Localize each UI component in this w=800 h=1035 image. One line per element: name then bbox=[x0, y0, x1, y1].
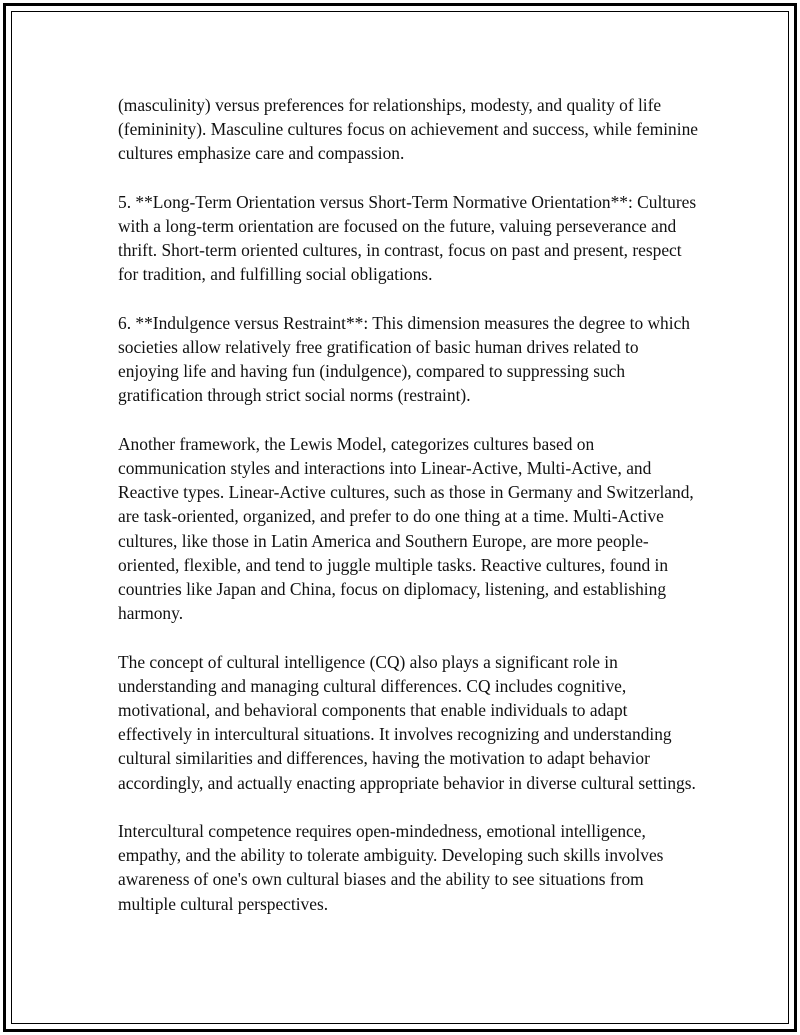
paragraph-femininity: (masculinity) versus preferences for relationships, modesty, and quality of life (femininity). Masculine cultures focus on achievement and success, while feminine cultures emphasize care and compassion. bbox=[118, 95, 698, 164]
paragraph-intercultural-competence: Intercultural competence requires open-mindedness, emotional intelligence, empathy, and the ability to tolerate ambiguity. Developing such skills involves awareness of one's own cultural biases and the ability to see situations from multiple cultural perspectives. bbox=[118, 821, 664, 914]
paragraph-lewis-model: Another framework, the Lewis Model, categorizes cultures based on communication styles and interactions into Linear-Active, Multi-Active, and Reactive types. Linear-Active cultures, such as those in Germany and Switzerland, are task-oriented, organized, and prefer to do one thing at a time. Multi-Active cultures, like those in Latin America and Southern Europe, are more people-oriented, flexible, and tend to juggle multiple tasks. Reactive cultures, found in countries like Japan and China, focus on diplomacy, listening, and establishing harmony. bbox=[118, 433, 694, 624]
paragraph-cultural-intelligence: The concept of cultural intelligence (CQ) also plays a significant role in understanding and managing cultural differences. CQ includes cognitive, motivational, and behavioral components that enable individuals to adapt effectively in intercultural situations. It involves recognizing and understanding cultural similarities and differences, having the motivation to adapt behavior accordingly, and actually enacting appropriate behavior in diverse cultural settings. bbox=[118, 651, 696, 793]
document-body bbox=[118, 93, 698, 940]
paragraph-indulgence-restraint: 6. **Indulgence versus Restraint**: This dimension measures the degree to which societies allow relatively free gratification of basic human drives related to enjoying life and having fun (indulgence), compared to suppressing such gratification through strict social norms (restraint). bbox=[118, 312, 690, 406]
paragraph-long-term-orientation: 5. **Long-Term Orientation versus Short-Term Normative Orientation**: Cultures with a long-term orientation are focused on the future, valuing perseverance and thrift. Short-term oriented cultures, in contrast, focus on past and present, respect for tradition, and fulfilling social obligations. bbox=[118, 191, 697, 285]
